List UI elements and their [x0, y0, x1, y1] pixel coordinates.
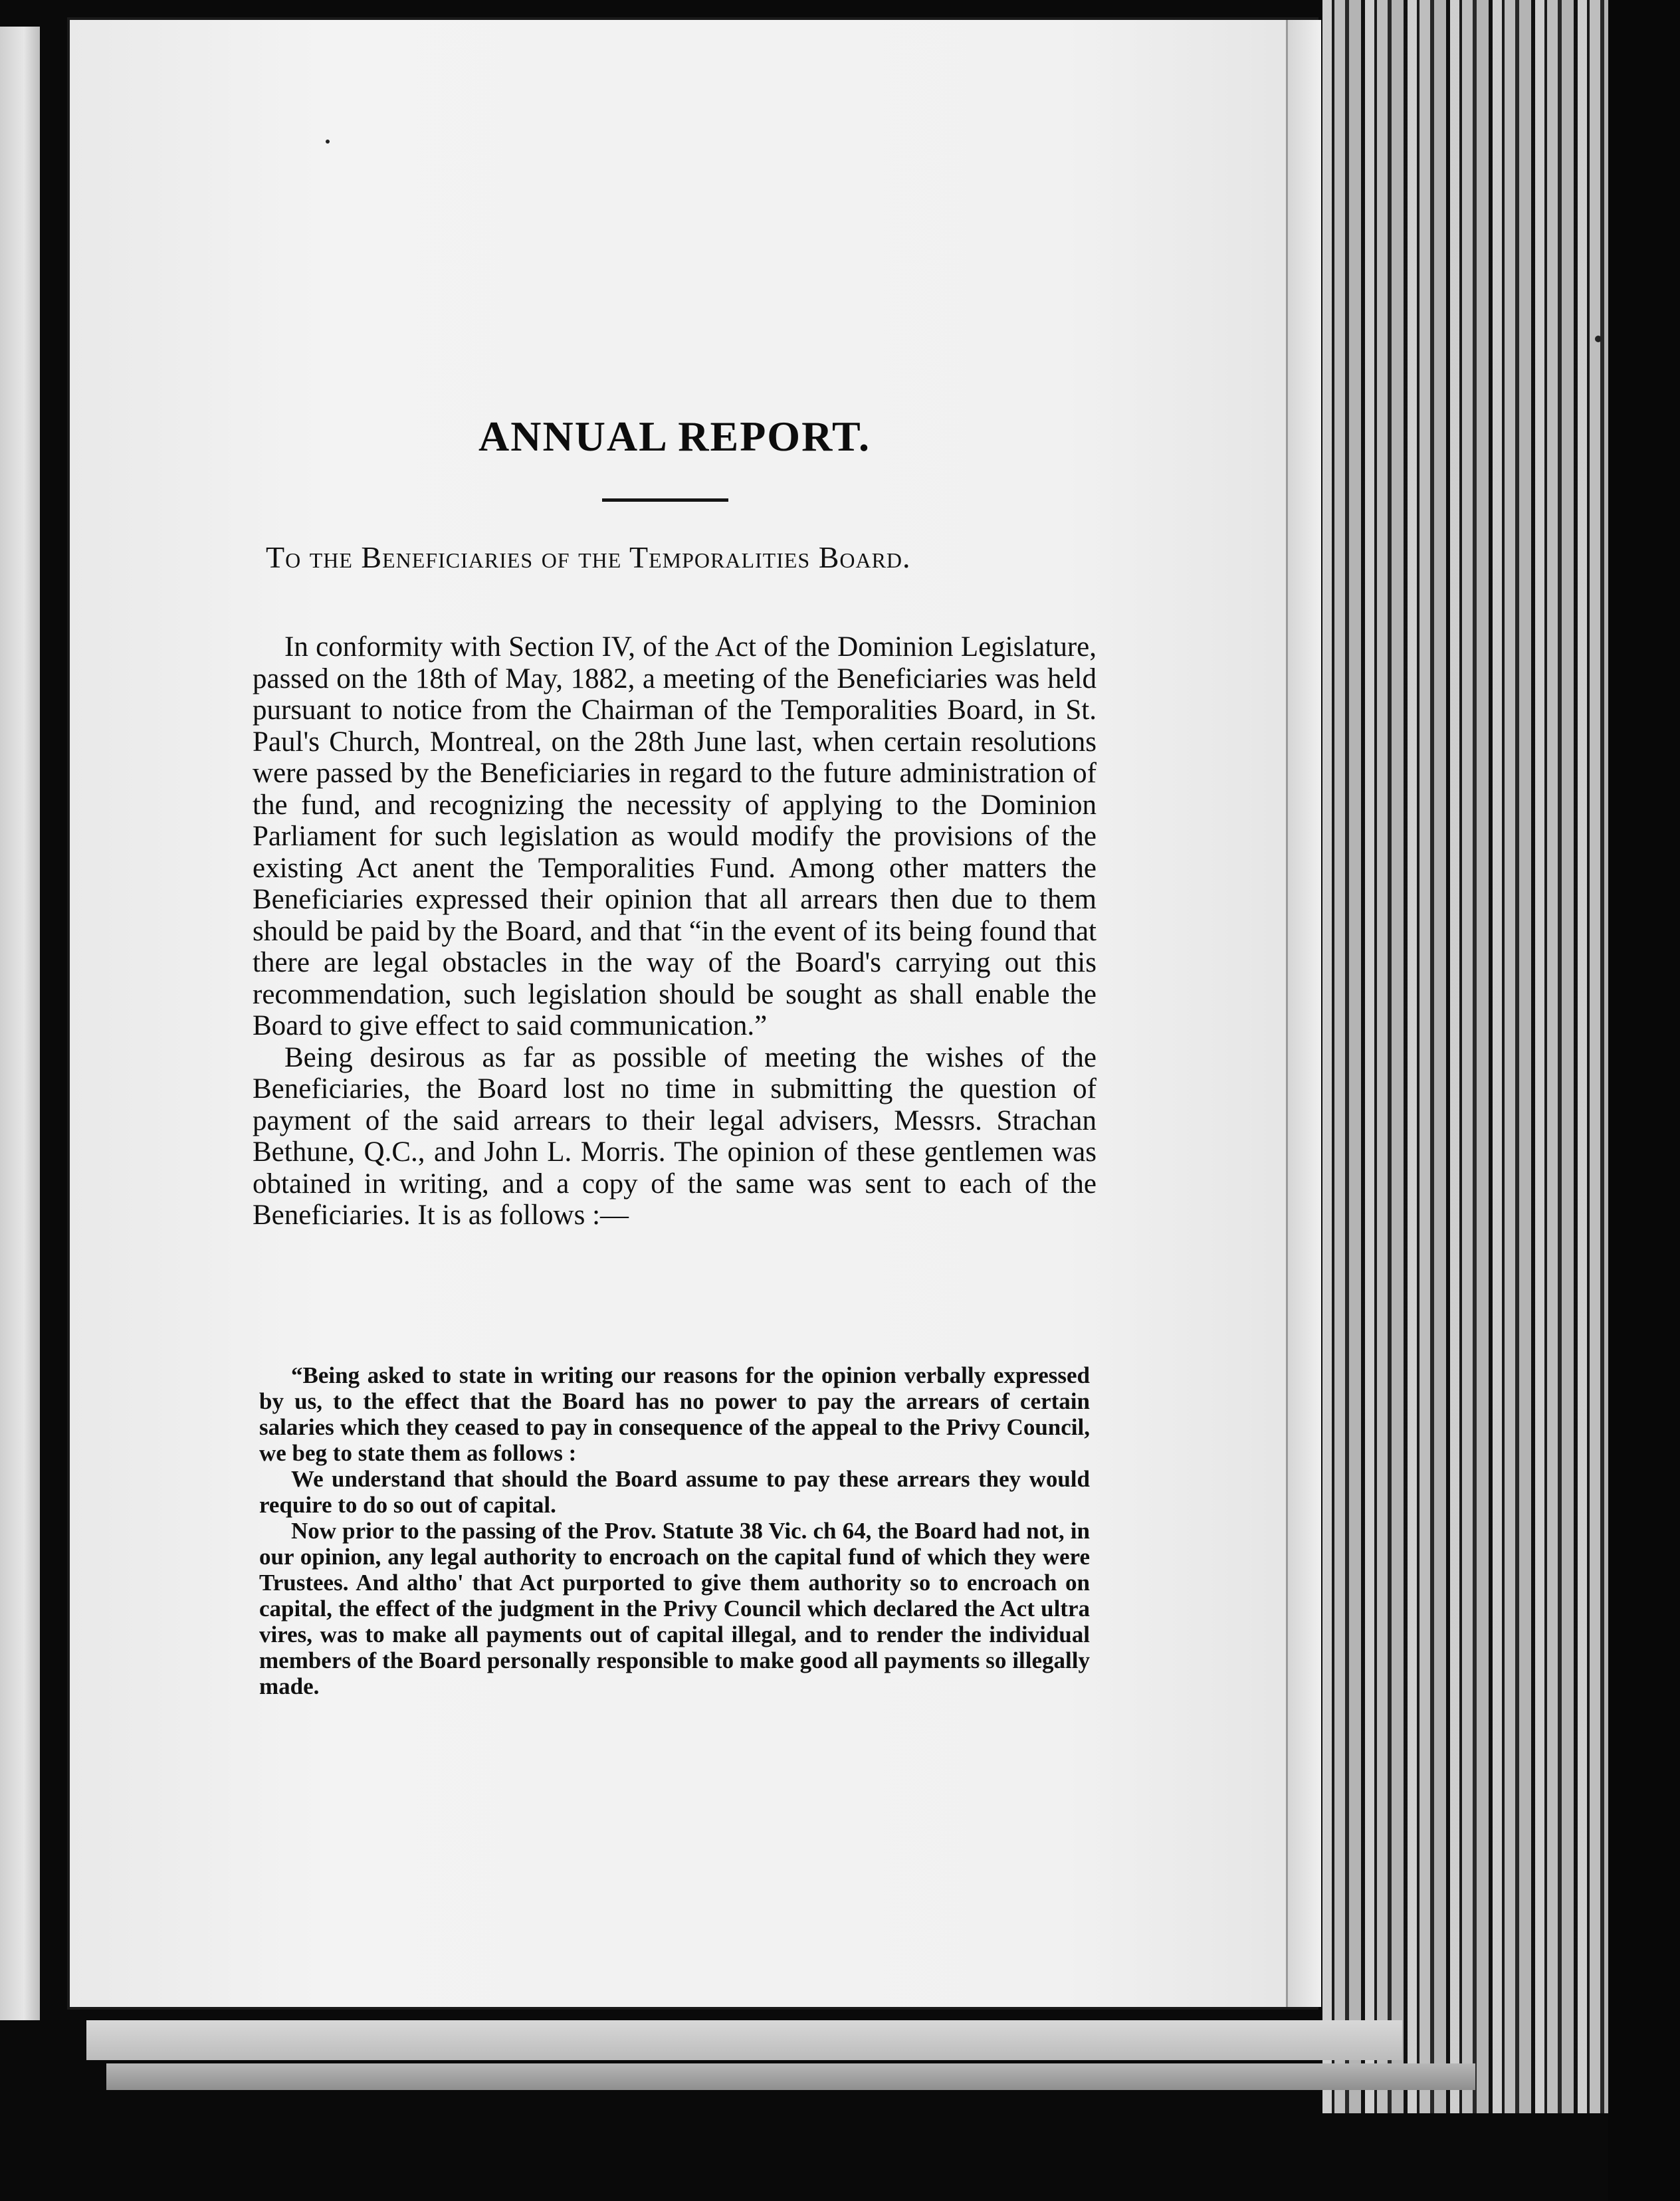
- body-paragraph: Being desirous as far as possible of meeting the wishes of the Beneficiaries, the Board lost no time in submitting the question of payment of the said arrears to their legal advisers, Messrs. Strachan Bethune, Q.C., and John L. Morris. The opinion of these gentlemen was obtained in writing, and a copy of the same was sent to each of the Beneficiaries. It is as follows :—: [253, 1041, 1097, 1231]
- page-gutter: [1286, 20, 1321, 2007]
- dust-speck: [1595, 336, 1602, 342]
- page-title: ANNUAL REPORT.: [478, 413, 871, 460]
- body-paragraph: In conformity with Section IV, of the Act of the Dominion Legislature, passed on the 18th of May, 1882, a meeting of the Beneficiaries was held pursuant to notice from the Chairman of the Temporalities Board, in St. Paul's Church, Montreal, on the 28th June last, when certain resolutions were passed by the Beneficiaries in regard to the future administration of the fund, and recognizing the necessity of applying to the Dominion Parliament for such legislation as would modify the provisions of the existing Act anent the Temporalities Fund. Among other matters the Beneficiaries expressed their opinion that all arrears then due to them should be paid by the Board, and that “in the event of its being found that there are legal obstacles in the way of the Board's carrying out this recommendation, such legislation should be sought as shall enable the Board to give effect to said communication.”: [253, 631, 1097, 1041]
- quote-paragraph: Now prior to the passing of the Prov. Statute 38 Vic. ch 64, the Board had not, in our opinion, any legal authority to encroach on the capital fund of which they were Trustees. And altho' that Act purported to give them authority so to encroach on capital, the effect of the judgment in the Privy Council which declared the Act ultra vires, was to make all payments out of capital illegal, and to render the individual members of the Board personally responsible to make good all payments so illegally made.: [259, 1518, 1090, 1699]
- title-rule: [602, 498, 728, 502]
- page-bottom-edge: [86, 2020, 1402, 2060]
- book-cover-edge: [1608, 0, 1680, 2201]
- stacked-page-edges: [1322, 0, 1608, 2113]
- page-bottom-edge-lower: [106, 2063, 1475, 2090]
- quote-paragraph: We understand that should the Board assume to pay these arrears they would require to do so out of capital.: [259, 1466, 1090, 1518]
- previous-page-edge: [0, 27, 40, 2020]
- report-body: [253, 631, 1097, 1231]
- quote-paragraph: “Being asked to state in writing our reasons for the opinion verbally expressed by us, to the effect that the Board has no power to pay the arrears of certain salaries which they ceased to pay in consequence of the appeal to the Privy Council, we beg to state them as follows :: [259, 1362, 1090, 1466]
- salutation: To the Beneficiaries of the Temporalities Board.: [266, 540, 911, 574]
- dust-speck: [326, 140, 330, 144]
- legal-opinion-quote: [259, 1362, 1090, 1699]
